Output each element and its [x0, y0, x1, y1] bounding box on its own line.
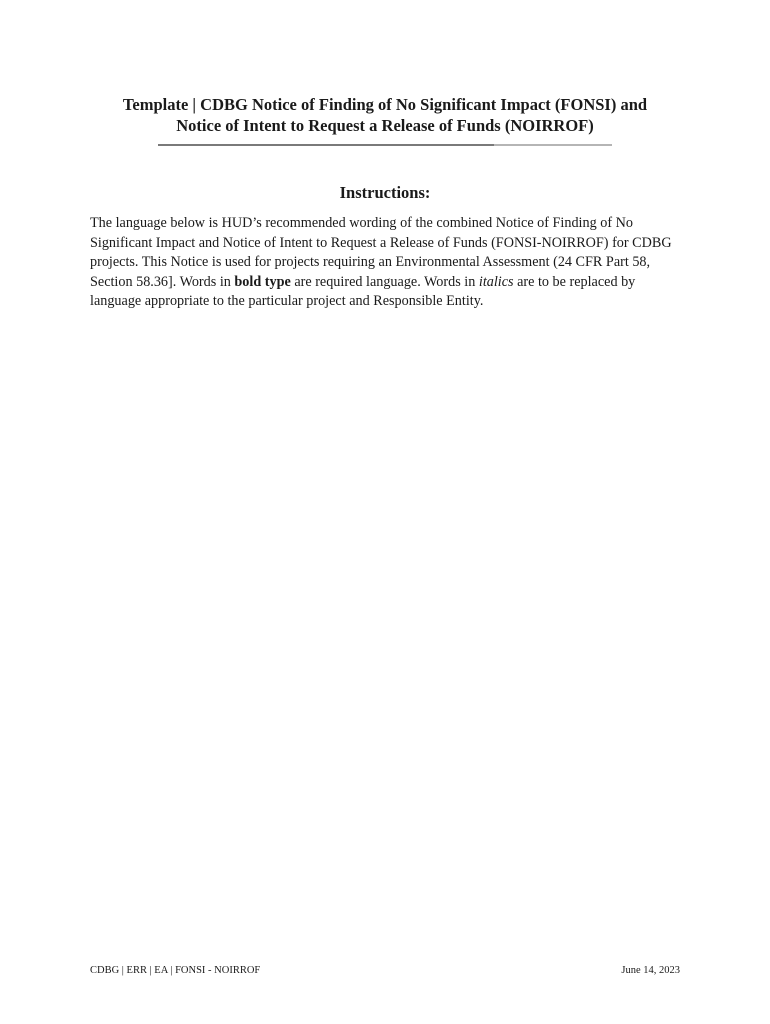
paragraph-text-part-3: are to be replaced by language appropriate to the particular project and Responsible Entity. — [90, 273, 636, 309]
paragraph-text-part-1: The language below is HUD’s recommended wording of the combined Notice of Finding of No Significant Impact and Notice of Intent to Request a Release of Funds (FONSI-NOIRROF) for CDBG projects. This Notice is used for projects requiring an Environmental Assessment (24 CFR Part 58, Section 58.36]. Words in — [90, 215, 672, 290]
paragraph-text-part-2: are required language. Words in — [290, 273, 479, 290]
document-title — [60, 94, 710, 136]
bold-type-phrase: bold type — [234, 273, 291, 290]
italics-phrase: italics — [478, 273, 514, 290]
title-line-1: Template | CDBG Notice of Finding of No Significant Impact (FONSI) and — [122, 95, 648, 114]
title-line-2: Notice of Intent to Request a Release of Funds (NOIRROF) — [176, 116, 594, 135]
title-divider — [158, 144, 612, 146]
instructions-paragraph — [90, 214, 690, 312]
instructions-heading: Instructions: — [339, 183, 431, 202]
footer-document-id: CDBG | ERR | EA | FONSI - NOIRROF — [90, 965, 261, 976]
footer-date: June 14, 2023 — [621, 965, 680, 976]
